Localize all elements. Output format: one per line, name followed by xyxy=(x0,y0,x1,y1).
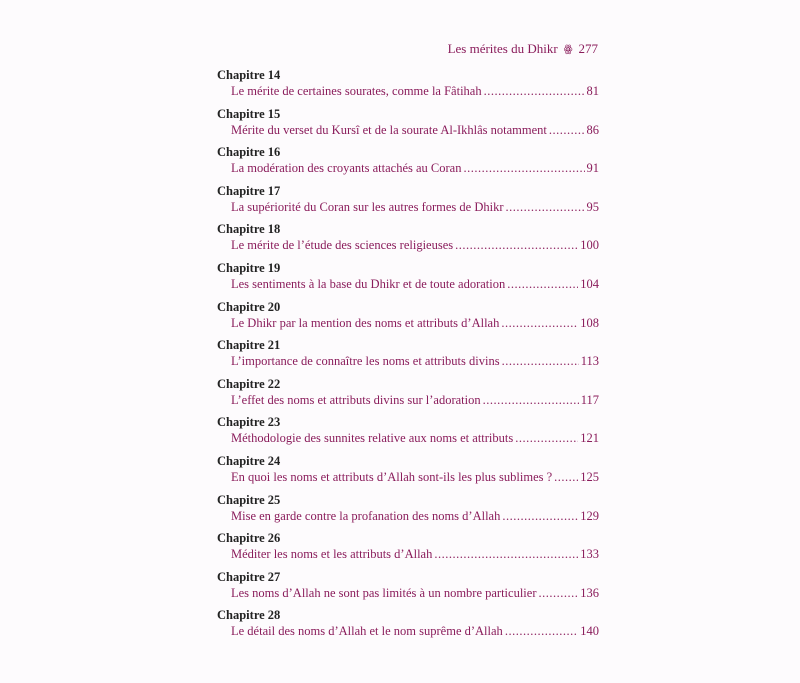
chapter-title: Les noms d’Allah ne sont pas limités à un nombre particulier xyxy=(231,585,537,600)
toc-entry xyxy=(217,608,599,647)
chapter-label: Chapitre 18 xyxy=(217,222,281,237)
chapter-label: Chapitre 17 xyxy=(217,183,281,198)
chapter-title: En quoi les noms et attributs d’Allah sont-ils les plus sublimes ? xyxy=(231,469,553,484)
chapter-line xyxy=(231,546,599,563)
chapter-line xyxy=(231,315,599,332)
toc-entry xyxy=(217,570,599,609)
toc-entry xyxy=(217,493,599,532)
toc-entry xyxy=(217,145,599,184)
dot-leader xyxy=(505,623,578,640)
ornament-icon: ꙮ xyxy=(563,43,573,55)
chapter-title: Le détail des noms d’Allah et le nom suprême d’Allah xyxy=(231,624,503,639)
chapter-title: La supériorité du Coran sur les autres formes de Dhikr xyxy=(231,199,504,214)
chapter-title: Les sentiments à la base du Dhikr et de toute adoration xyxy=(231,276,506,291)
dot-leader xyxy=(549,122,585,139)
toc-entry xyxy=(217,184,599,223)
chapter-label: Chapitre 25 xyxy=(217,492,281,507)
dot-leader xyxy=(502,508,578,525)
chapter-line xyxy=(231,122,599,139)
toc-entry xyxy=(217,338,599,377)
chapter-page-number: 108 xyxy=(580,315,599,330)
chapter-title: Mérite du verset du Kursî et de la sourate Al-Ikhlâs notamment xyxy=(231,122,547,137)
chapter-page-number: 104 xyxy=(580,276,599,291)
running-header xyxy=(448,41,598,57)
chapter-title: L’importance de connaître les noms et attributs divins xyxy=(231,354,500,369)
chapter-line xyxy=(231,585,599,602)
chapter-line xyxy=(231,508,599,525)
chapter-page-number: 129 xyxy=(580,508,599,523)
chapter-label: Chapitre 24 xyxy=(217,453,281,468)
dot-leader xyxy=(502,353,579,370)
chapter-label: Chapitre 14 xyxy=(217,68,281,82)
chapter-label: Chapitre 22 xyxy=(217,376,281,391)
dot-leader xyxy=(554,469,578,486)
chapter-line xyxy=(231,623,599,640)
chapter-page-number: 117 xyxy=(580,392,599,407)
chapter-line xyxy=(231,430,599,447)
chapter-label: Chapitre 15 xyxy=(217,106,281,121)
chapter-label: Chapitre 27 xyxy=(217,569,281,584)
chapter-line xyxy=(231,469,599,486)
chapter-title: Le Dhikr par la mention des noms et attributs d’Allah xyxy=(231,315,500,330)
chapter-page-number: 95 xyxy=(586,199,599,214)
chapter-line xyxy=(231,276,599,293)
chapter-line xyxy=(231,392,599,409)
toc-entry xyxy=(217,68,599,107)
chapter-title: Méditer les noms et les attributs d’Allah xyxy=(231,547,433,562)
chapter-label: Chapitre 26 xyxy=(217,531,281,546)
dot-leader xyxy=(501,315,578,332)
toc-entry xyxy=(217,377,599,416)
toc-entry xyxy=(217,454,599,493)
chapter-line xyxy=(231,160,599,177)
chapter-page-number: 91 xyxy=(586,161,599,176)
chapter-page-number: 136 xyxy=(580,585,599,600)
chapter-page-number: 121 xyxy=(580,431,599,446)
chapter-line xyxy=(231,199,599,216)
toc-entry xyxy=(217,222,599,261)
chapter-line xyxy=(231,83,599,100)
chapter-title: Le mérite de certaines sourates, comme la Fâtihah xyxy=(231,84,482,98)
dot-leader xyxy=(539,585,579,602)
toc-entry xyxy=(217,415,599,454)
toc-entry xyxy=(217,531,599,570)
dot-leader xyxy=(515,430,578,447)
chapter-page-number: 133 xyxy=(580,547,599,562)
dot-leader xyxy=(455,237,578,254)
chapter-title: Méthodologie des sunnites relative aux noms et attributs xyxy=(231,431,514,446)
chapter-page-number: 86 xyxy=(586,122,599,137)
chapter-title: La modération des croyants attachés au Coran xyxy=(231,161,462,176)
table-of-contents xyxy=(217,68,599,647)
dot-leader xyxy=(463,160,584,177)
dot-leader xyxy=(434,546,578,563)
chapter-page-number: 140 xyxy=(580,624,599,639)
dot-leader xyxy=(506,199,585,216)
chapter-line xyxy=(231,237,599,254)
dot-leader xyxy=(484,83,585,100)
chapter-label: Chapitre 16 xyxy=(217,145,281,160)
chapter-title: Mise en garde contre la profanation des noms d’Allah xyxy=(231,508,501,523)
running-title: Les mérites du Dhikr xyxy=(447,41,558,56)
chapter-page-number: 113 xyxy=(580,354,599,369)
chapter-label: Chapitre 20 xyxy=(217,299,281,314)
chapter-page-number: 100 xyxy=(580,238,599,253)
chapter-label: Chapitre 28 xyxy=(217,608,281,623)
dot-leader xyxy=(483,392,579,409)
dot-leader xyxy=(507,276,578,293)
chapter-page-number: 125 xyxy=(580,469,599,484)
chapter-label: Chapitre 21 xyxy=(217,338,281,353)
toc-entry xyxy=(217,261,599,300)
toc-entry xyxy=(217,107,599,146)
chapter-title: Le mérite de l’étude des sciences religieuses xyxy=(231,238,454,253)
chapter-title: L’effet des noms et attributs divins sur l’adoration xyxy=(231,392,481,407)
chapter-page-number: 81 xyxy=(586,84,599,98)
chapter-line xyxy=(231,353,599,370)
chapter-label: Chapitre 23 xyxy=(217,415,281,430)
toc-entry xyxy=(217,300,599,339)
chapter-label: Chapitre 19 xyxy=(217,260,281,275)
page-number: 277 xyxy=(578,41,598,56)
